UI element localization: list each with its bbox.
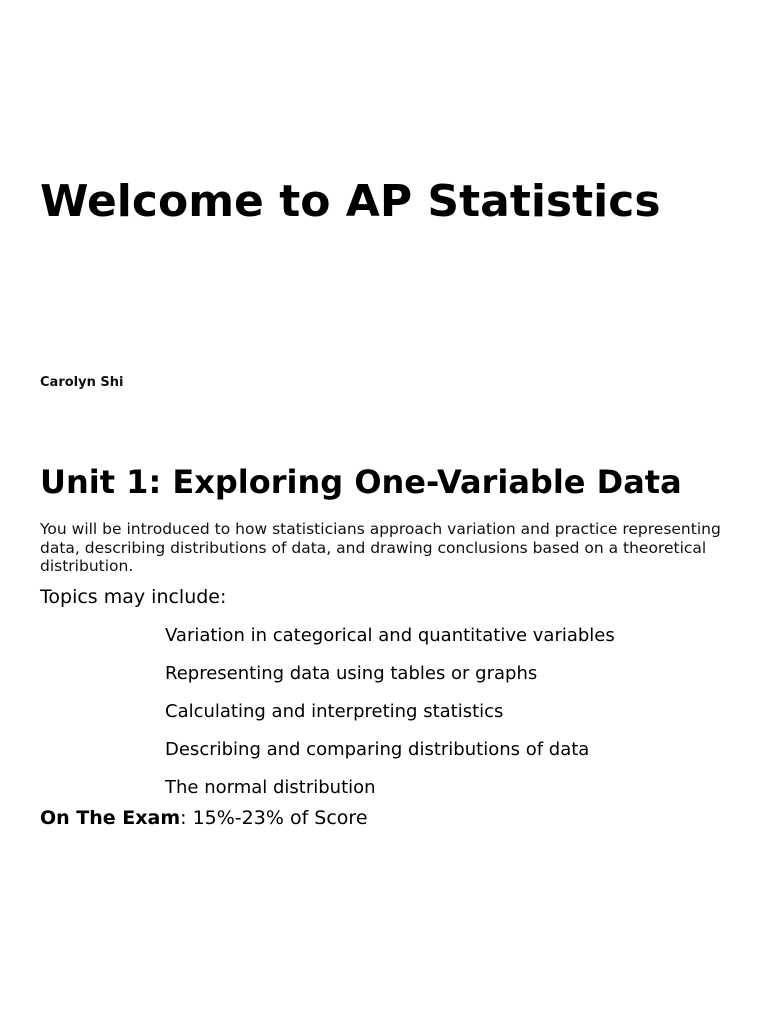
topic-item: Calculating and interpreting statistics <box>165 701 504 722</box>
topic-item: The normal distribution <box>165 777 376 798</box>
exam-label: On The Exam <box>40 807 181 829</box>
unit-heading: Unit 1: Exploring One-Variable Data <box>40 463 682 501</box>
topic-item: Variation in categorical and quantitative variables <box>165 625 615 646</box>
exam-weight-value: : 15%-23% of Score <box>180 807 368 829</box>
unit-intro-paragraph: You will be introduced to how statisticians approach variation and practice representing data, describing distributions of data, and drawing conclusions based on a theoretical distribution. <box>40 520 721 575</box>
topic-item: Representing data using tables or graphs <box>165 663 538 684</box>
author-name: Carolyn Shi <box>40 375 124 390</box>
topics-label: Topics may include: <box>40 586 227 608</box>
topic-item: Describing and comparing distributions of data <box>165 739 590 760</box>
document-title: Welcome to AP Statistics <box>40 176 661 227</box>
exam-weight-line <box>40 806 368 830</box>
topic-list <box>165 624 615 814</box>
